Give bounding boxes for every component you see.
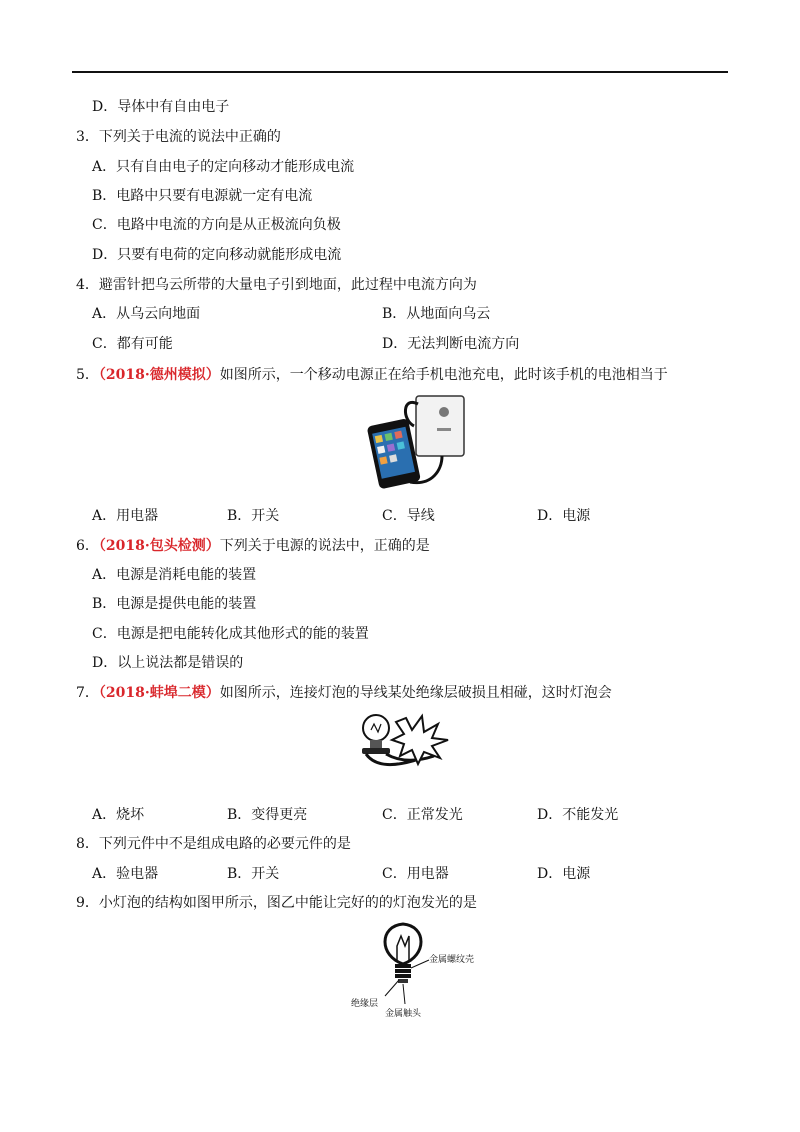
q4-option-d: D．无法判断电流方向 [382,336,520,352]
q3-stem: 3．下列关于电流的说法中正确的 [76,129,281,145]
q2-option-d: D．导体中有自由电子 [92,99,230,115]
q6-option-b: B．电源是提供电能的装置 [92,596,257,612]
q8-option-d: D．电源 [537,866,591,882]
q6-text: 下列关于电源的说法中，正确的是 [219,538,430,554]
q8-stem: 8．下列元件中不是组成电路的必要元件的是 [76,836,351,852]
header-rule [72,71,728,73]
q5-options-row [92,506,712,526]
bulb-label-screw-shell: 金属螺纹壳 [429,955,475,965]
q7-stem [76,683,612,703]
q4-stem: 4．避雷针把乌云所带的大量电子引到地面，此过程中电流方向为 [76,277,477,293]
q5-text: 如图所示，一个移动电源正在给手机电池充电，此时该手机的电池相当于 [219,367,668,383]
q8-options-row [92,864,712,884]
q3-option-b: B．电路中只要有电源就一定有电流 [92,188,313,204]
q7-text: 如图所示，连接灯泡的导线某处绝缘层破损且相碰，这时灯泡会 [219,685,612,701]
q5-option-a: A．用电器 [92,508,159,524]
q7-options-row [92,805,712,825]
q4-option-b: B．从地面向乌云 [382,306,491,322]
q7-option-d: D．不能发光 [537,807,619,823]
q8-option-b: B．开关 [227,866,280,882]
q3-option-d: D．只要有电荷的定向移动就能形成电流 [92,247,342,263]
q8-option-a: A．验电器 [92,866,159,882]
bulb-label-insulator: 绝缘层 [351,999,379,1009]
q5-number: 5． [76,367,99,383]
phone-charging-figure [362,390,468,492]
q7-option-a: A．烧坏 [92,807,145,823]
bulb-label-tip: 金属触头 [385,1009,422,1019]
q9-stem: 9．小灯泡的结构如图甲所示，图乙中能让完好的的灯泡发光的是 [76,895,477,911]
q6-number: 6． [76,538,99,554]
q6-stem [76,536,430,556]
q6-option-c: C．电源是把电能转化成其他形式的能的装置 [92,626,369,642]
q5-option-c: C．导线 [382,508,435,524]
q7-option-b: B．变得更亮 [227,807,308,823]
q5-option-d: D．电源 [537,508,591,524]
q5-option-b: B．开关 [227,508,280,524]
q4-options-row-2 [92,334,712,354]
q6-option-d: D．以上说法都是错误的 [92,655,244,671]
short-circuit-bulb-figure [356,710,452,772]
q8-option-c: C．用电器 [382,866,449,882]
q3-option-a: A．只有自由电子的定向移动才能形成电流 [92,159,355,175]
q4-option-a: A．从乌云向地面 [92,306,201,322]
q4-option-c: C．都有可能 [92,336,173,352]
bulb-structure-figure [345,920,485,1020]
q5-stem [76,365,668,385]
q7-option-c: C．正常发光 [382,807,463,823]
q3-option-c: C．电路中电流的方向是从正极流向负极 [92,217,341,233]
q7-number: 7． [76,685,99,701]
q7-source: （2018·蚌埠二模） [98,685,220,701]
q5-source: （2018·德州模拟） [98,367,220,383]
q6-option-a: A．电源是消耗电能的装置 [92,567,257,583]
q4-options-row-1 [92,304,712,324]
q6-source: （2018·包头检测） [98,538,220,554]
